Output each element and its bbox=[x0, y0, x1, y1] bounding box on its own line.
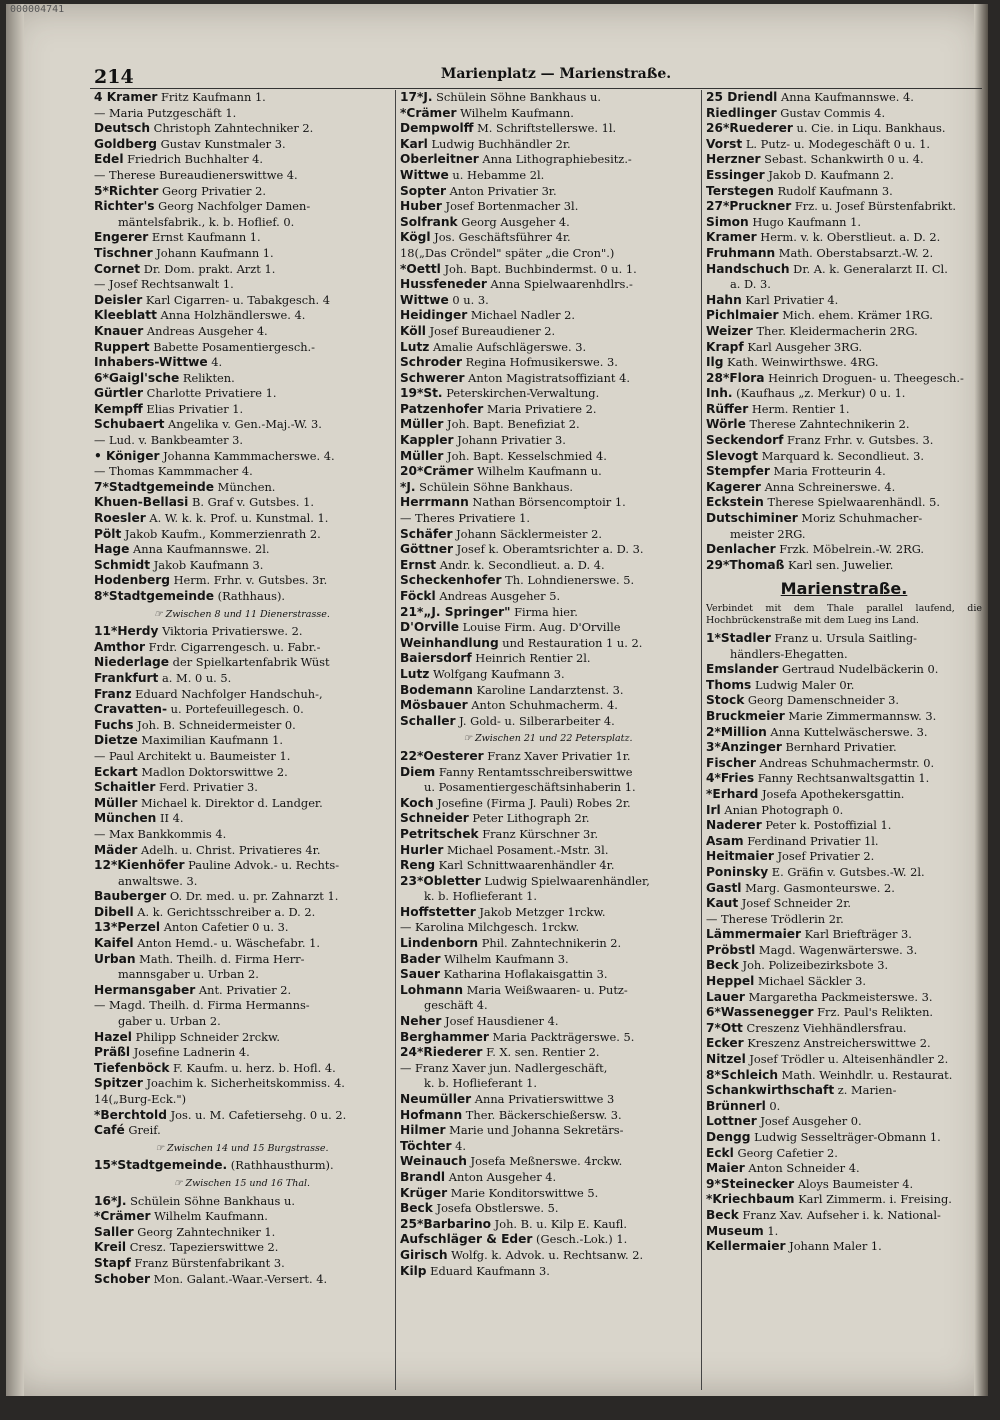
directory-entry: Roesler A. W. k. k. Prof. u. Kunstmal. 1. bbox=[94, 511, 329, 526]
directory-entry: Präßl Josefine Ladnerin 4. bbox=[94, 1045, 250, 1060]
directory-entry: Brünnerl 0. bbox=[706, 1098, 781, 1113]
directory-entry: Nitzel Josef Trödler u. Alteisenhändler 2. bbox=[706, 1052, 949, 1067]
directory-entry: Neumüller Anna Privatierswittwe 3 bbox=[400, 1092, 615, 1106]
page-number: 214 bbox=[94, 66, 134, 88]
directory-entry: — Paul Architekt u. Baumeister 1. bbox=[94, 748, 291, 763]
directory-entry: Schwerer Anton Magistratsoffiziant 4. bbox=[400, 370, 630, 385]
directory-entry: Lindenborn Phil. Zahntechnikerin 2. bbox=[400, 936, 622, 951]
directory-entry: Föckl Andreas Ausgeher 5. bbox=[400, 589, 561, 603]
directory-entry: 27*Pruckner Frz. u. Josef Bürstenfabrikt. bbox=[706, 199, 957, 214]
directory-entry: Café Greif. bbox=[94, 1123, 161, 1138]
directory-entry: *Oettl Joh. Bapt. Buchbindermst. 0 u. 1. bbox=[400, 261, 637, 276]
directory-entry: Hage Anna Kaufmannswe. 2l. bbox=[94, 542, 270, 557]
directory-entry: Weinauch Josefa Meßnerswe. 4rckw. bbox=[400, 1154, 623, 1169]
directory-entry: Wittwe u. Hebamme 2l. bbox=[400, 167, 545, 182]
directory-entry: Cravatten- u. Portefeuillegesch. 0. bbox=[94, 702, 304, 717]
directory-entry: Amthor Frdr. Cigarrengesch. u. Fabr.- bbox=[94, 639, 321, 654]
directory-entry: Saller Georg Zahntechniker 1. bbox=[94, 1224, 276, 1239]
directory-entry: Cornet Dr. Dom. prakt. Arzt 1. bbox=[94, 261, 276, 276]
directory-entry: Berghammer Maria Packträgerswe. 5. bbox=[400, 1029, 635, 1044]
directory-entry: Engerer Ernst Kaufmann 1. bbox=[94, 230, 261, 245]
directory-entry: 11*Herdy Viktoria Privatierswe. 2. bbox=[94, 624, 303, 639]
directory-entry: 25*Barbarino Joh. B. u. Kilp E. Kaufl. bbox=[400, 1216, 627, 1231]
directory-entry: Aufschläger & Eder (Gesch.-Lok.) 1. bbox=[400, 1232, 628, 1247]
directory-entry: Lohmann Maria Weißwaaren- u. Putz- bbox=[400, 982, 628, 997]
directory-entry: 7*Stadtgemeinde München. bbox=[94, 479, 276, 494]
directory-entry: Bodemann Karoline Landarztenst. 3. bbox=[400, 682, 624, 697]
directory-entry: Krüger Marie Konditorswittwe 5. bbox=[400, 1185, 599, 1200]
directory-entry: Poninsky E. Gräfin v. Gutsbes.-W. 2l. bbox=[706, 864, 925, 879]
directory-entry: *Crämer Wilhelm Kaufmann. bbox=[400, 105, 574, 120]
directory-entry: Gürtler Charlotte Privatiere 1. bbox=[94, 386, 277, 401]
directory-entry: Göttner Josef k. Oberamtsrichter a. D. 3. bbox=[400, 542, 644, 557]
directory-entry: Essinger Jakob D. Kaufmann 2. bbox=[706, 167, 894, 182]
directory-entry: Emslander Gertraud Nudelbäckerin 0. bbox=[706, 662, 939, 677]
directory-entry: Fischer Andreas Schuhmachermstr. 0. bbox=[706, 755, 935, 770]
directory-entry: Schaller J. Gold- u. Silberarbeiter 4. bbox=[400, 713, 615, 728]
directory-entry: Patzenhofer Maria Privatiere 2. bbox=[400, 401, 597, 416]
directory-entry: Reng Karl Schnittwaarenhändler 4r. bbox=[400, 858, 615, 873]
directory-entry: Dutschiminer Moriz Schuhmacher- bbox=[706, 511, 923, 526]
column-1 bbox=[94, 90, 390, 1390]
directory-entry: — Karolina Milchgesch. 1rckw. bbox=[400, 920, 580, 935]
directory-entry: 7*Ott Creszenz Viehhändlersfrau. bbox=[706, 1020, 907, 1035]
directory-entry: Lutz Amalie Aufschlägerswe. 3. bbox=[400, 339, 587, 354]
directory-entry: Weinhandlung und Restauration 1 u. 2. bbox=[400, 635, 643, 650]
directory-entry: Museum 1. bbox=[706, 1223, 779, 1238]
directory-entry: Fuchs Joh. B. Schneidermeister 0. bbox=[94, 717, 296, 732]
directory-entry: 21*„J. Springer" Firma hier. bbox=[400, 604, 578, 619]
directory-entry: 5*Richter Georg Privatier 2. bbox=[94, 183, 266, 198]
directory-entry: Wörle Therese Zahntechnikerin 2. bbox=[706, 417, 910, 432]
directory-entry: 13*Perzel Anton Cafetier 0 u. 3. bbox=[94, 920, 289, 935]
directory-entry: mäntelsfabrik., k. b. Hoflief. 0. bbox=[118, 214, 295, 229]
directory-entry: Schäfer Johann Säcklermeister 2. bbox=[400, 526, 602, 541]
directory-entry: — Therese Bureaudienerswittwe 4. bbox=[94, 167, 298, 182]
directory-entry: Dengg Ludwig Sesselträger-Obmann 1. bbox=[706, 1130, 941, 1144]
directory-entry: Beck Josefa Obstlerswe. 5. bbox=[400, 1201, 559, 1216]
directory-entry: *J. Schülein Söhne Bankhaus. bbox=[400, 479, 574, 494]
directory-entry: händlers-Ehegatten. bbox=[730, 646, 848, 661]
directory-entry: Karl Ludwig Buchhändler 2r. bbox=[400, 136, 571, 151]
directory-entry: 18(„Das Cröndel" später „die Cron".) bbox=[400, 245, 615, 260]
directory-entry: *Crämer Wilhelm Kaufmann. bbox=[94, 1209, 268, 1224]
directory-entry: Asam Ferdinand Privatier 1l. bbox=[706, 833, 879, 848]
directory-entry: Stock Georg Damenschneider 3. bbox=[706, 693, 900, 708]
column-divider-2 bbox=[701, 90, 702, 1390]
directory-entry: Hodenberg Herm. Frhr. v. Gutsbes. 3r. bbox=[94, 573, 328, 588]
directory-entry: Hussfeneder Anna Spielwaarenhdlrs.- bbox=[400, 277, 633, 292]
directory-entry: Ruppert Babette Posamentiergesch.- bbox=[94, 339, 316, 354]
directory-entry: Hazel Philipp Schneider 2rckw. bbox=[94, 1029, 281, 1044]
directory-entry: Hoffstetter Jakob Metzger 1rckw. bbox=[400, 904, 606, 919]
column-3-street-entries bbox=[706, 631, 982, 1255]
directory-entry: 2*Million Anna Kuttelwäscherswe. 3. bbox=[706, 724, 928, 739]
directory-entry: Kaifel Anton Hemd.- u. Wäschefabr. 1. bbox=[94, 936, 321, 951]
directory-entry: geschäft 4. bbox=[424, 998, 488, 1013]
directory-entry: Eckart Madlon Doktorswittwe 2. bbox=[94, 764, 288, 779]
directory-entry: 22*Oesterer Franz Xaver Privatier 1r. bbox=[400, 748, 631, 763]
directory-entry: 16*J. Schülein Söhne Bankhaus u. bbox=[94, 1193, 295, 1208]
directory-entry: Slevogt Marquard k. Secondlieut. 3. bbox=[706, 448, 924, 463]
directory-entry: Lauer Margaretha Packmeisterswe. 3. bbox=[706, 989, 933, 1004]
directory-entry: 17*J. Schülein Söhne Bankhaus u. bbox=[400, 90, 601, 104]
directory-entry: Denlacher Frzk. Möbelrein.-W. 2RG. bbox=[706, 542, 925, 557]
directory-entry: Gastl Marg. Gasmonteurswe. 2. bbox=[706, 880, 895, 895]
directory-entry: — Theres Privatiere 1. bbox=[400, 511, 530, 526]
directory-entry: Pröbstl Magd. Wagenwärterswe. 3. bbox=[706, 942, 918, 957]
directory-entry: Kappler Johann Privatier 3. bbox=[400, 433, 566, 448]
directory-entry: Frankfurt a. M. 0 u. 5. bbox=[94, 670, 232, 685]
directory-entry: — Max Bankkommis 4. bbox=[94, 826, 227, 841]
directory-entry: Edel Friedrich Buchhalter 4. bbox=[94, 152, 264, 167]
directory-entry: 24*Riederer F. X. sen. Rentier 2. bbox=[400, 1045, 600, 1060]
directory-entry: 26*Ruederer u. Cie. in Liqu. Bankhaus. bbox=[706, 121, 946, 136]
directory-entry: Spitzer Joachim k. Sicherheitskommiss. 4. bbox=[94, 1076, 345, 1091]
directory-entry: Töchter 4. bbox=[400, 1138, 467, 1153]
directory-entry: Schubaert Angelika v. Gen.-Maj.-W. 3. bbox=[94, 417, 322, 432]
directory-entry: Naderer Peter k. Postoffizial 1. bbox=[706, 818, 892, 833]
directory-entry: Kempff Elias Privatier 1. bbox=[94, 401, 244, 416]
directory-entry: Thoms Ludwig Maler 0r. bbox=[706, 677, 855, 692]
directory-entry: Diem Fanny Rentamtsschreiberswittwe bbox=[400, 764, 633, 779]
directory-entry: Mösbauer Anton Schuhmacherm. 4. bbox=[400, 698, 618, 713]
directory-entry: Schroder Regina Hofmusikerswe. 3. bbox=[400, 355, 618, 370]
directory-entry: Neher Josef Hausdiener 4. bbox=[400, 1014, 559, 1029]
directory-entry: 19*St. Peterskirchen-Verwaltung. bbox=[400, 386, 600, 401]
directory-entry: Fruhmann Math. Oberstabsarzt.-W. 2. bbox=[706, 245, 934, 260]
directory-entry: Müller Joh. Bapt. Kesselschmied 4. bbox=[400, 448, 607, 463]
directory-entry: Heppel Michael Säckler 3. bbox=[706, 974, 866, 989]
directory-entry: Lutz Wolfgang Kaufmann 3. bbox=[400, 666, 565, 681]
directory-entry: 3*Anzinger Bernhard Privatier. bbox=[706, 740, 897, 755]
directory-entry: Herrmann Nathan Börsencomptoir 1. bbox=[400, 495, 626, 510]
directory-entry: — Lud. v. Bankbeamter 3. bbox=[94, 433, 244, 448]
directory-entry: Kagerer Anna Schreinerswe. 4. bbox=[706, 479, 896, 494]
directory-entry: 15*Stadtgemeinde. (Rathhausthurm). bbox=[94, 1158, 334, 1173]
directory-entry: Petritschek Franz Kürschner 3r. bbox=[400, 826, 599, 841]
directory-entry: Pichlmaier Mich. ehem. Krämer 1RG. bbox=[706, 308, 933, 323]
directory-entry: Simon Hugo Kaufmann 1. bbox=[706, 214, 861, 229]
directory-entry: Dibell A. k. Gerichtsschreiber a. D. 2. bbox=[94, 904, 316, 919]
directory-entry: Hilmer Marie und Johanna Sekretärs- bbox=[400, 1123, 624, 1138]
directory-entry: Wittwe 0 u. 3. bbox=[400, 292, 489, 307]
scan-mark: 000004741 bbox=[10, 4, 65, 15]
directory-entry: Kögl Jos. Geschäftsführer 4r. bbox=[400, 230, 571, 245]
directory-entry: Huber Josef Bortenmacher 3l. bbox=[400, 199, 579, 214]
directory-entry: 8*Stadtgemeinde (Rathhaus). bbox=[94, 589, 286, 603]
directory-entry: — Franz Xaver jun. Nadlergeschäft, bbox=[400, 1060, 608, 1075]
directory-entry: Kaut Josef Schneider 2r. bbox=[706, 896, 852, 911]
directory-entry: Franz Eduard Nachfolger Handschuh-, bbox=[94, 686, 323, 701]
directory-entry: Deutsch Christoph Zahntechniker 2. bbox=[94, 121, 314, 136]
directory-entry: Köll Josef Bureaudiener 2. bbox=[400, 323, 556, 338]
directory-entry: — Josef Rechtsanwalt 1. bbox=[94, 277, 234, 292]
column-2 bbox=[400, 90, 696, 1390]
directory-entry: Riedlinger Gustav Commis 4. bbox=[706, 105, 886, 120]
directory-entry: Brandl Anton Ausgeher 4. bbox=[400, 1169, 557, 1184]
directory-entry: Vorst L. Putz- u. Modegeschäft 0 u. 1. bbox=[706, 136, 930, 151]
street-divider-note: ☞ Zwischen 8 und 11 Dienerstrasse. bbox=[154, 608, 330, 620]
header-rule bbox=[90, 88, 982, 89]
directory-entry: k. b. Hoflieferant 1. bbox=[424, 889, 538, 904]
directory-entry: Beck Franz Xav. Aufseher i. k. National- bbox=[706, 1207, 941, 1222]
directory-entry: Seckendorf Franz Frhr. v. Gutsbes. 3. bbox=[706, 433, 934, 448]
directory-entry: *Erhard Josefa Apothekersgattin. bbox=[706, 786, 905, 801]
directory-entry: 28*Flora Heinrich Droguen- u. Theegesch.- bbox=[706, 370, 964, 385]
directory-entry: gaber u. Urban 2. bbox=[118, 1014, 221, 1029]
directory-entry: Solfrank Georg Ausgeher 4. bbox=[400, 214, 570, 229]
street-divider-note: ☞ Zwischen 14 und 15 Burgstrasse. bbox=[155, 1142, 329, 1154]
section-title: Marienstraße. bbox=[780, 579, 908, 599]
column-3 bbox=[706, 90, 982, 1390]
directory-entry: Herzner Sebast. Schankwirth 0 u. 4. bbox=[706, 152, 924, 167]
directory-entry: Hermansgaber Ant. Privatier 2. bbox=[94, 982, 292, 997]
column-divider-1 bbox=[395, 90, 396, 1390]
directory-entry: Beck Joh. Polizeibezirksbote 3. bbox=[706, 958, 889, 973]
directory-entry: Oberleitner Anna Lithographiebesitz.- bbox=[400, 152, 632, 167]
directory-entry: Kramer Herm. v. k. Oberstlieut. a. D. 2. bbox=[706, 230, 941, 245]
directory-entry: Schneider Peter Lithograph 2r. bbox=[400, 811, 590, 826]
directory-entry: Schankwirthschaft z. Marien- bbox=[706, 1083, 897, 1098]
directory-entry: 4*Fries Fanny Rechtsanwaltsgattin 1. bbox=[706, 771, 930, 786]
directory-entry: Girisch Wolfg. k. Advok. u. Rechtsanw. 2. bbox=[400, 1247, 644, 1262]
directory-entry: Heitmaier Josef Privatier 2. bbox=[706, 849, 875, 864]
page-spine-shadow bbox=[6, 4, 24, 1396]
directory-entry: Urban Math. Theilh. d. Firma Herr- bbox=[94, 951, 305, 966]
directory-entry: meister 2RG. bbox=[730, 526, 806, 541]
directory-entry: Bruckmeier Marie Zimmermannsw. 3. bbox=[706, 708, 937, 723]
directory-entry: Heidinger Michael Nadler 2. bbox=[400, 308, 576, 323]
directory-entry: Stapf Franz Bürstenfabrikant 3. bbox=[94, 1255, 285, 1270]
directory-entry: Richter's Georg Nachfolger Damen- bbox=[94, 199, 311, 214]
directory-entry: Tiefenböck F. Kaufm. u. herz. b. Hofl. 4. bbox=[94, 1060, 336, 1075]
directory-entry: Hofmann Ther. Bäckerschießersw. 3. bbox=[400, 1107, 622, 1122]
directory-entry: Rüffer Herm. Rentier 1. bbox=[706, 401, 850, 416]
directory-entry: Kreil Cresz. Tapezierswittwe 2. bbox=[94, 1240, 279, 1255]
directory-entry: Weizer Ther. Kleidermacherin 2RG. bbox=[706, 323, 918, 338]
directory-entry: k. b. Hoflieferant 1. bbox=[424, 1076, 538, 1091]
directory-entry: 29*Thomaß Karl sen. Juwelier. bbox=[706, 557, 894, 572]
directory-entry: Dempwolff M. Schriftstellerswe. 1l. bbox=[400, 121, 617, 136]
directory-entry: Sauer Katharina Hoflakaisgattin 3. bbox=[400, 967, 608, 982]
directory-entry: Lottner Josef Ausgeher 0. bbox=[706, 1114, 862, 1129]
directory-entry: Tischner Johann Kaufmann 1. bbox=[94, 245, 274, 260]
directory-entry: Niederlage der Spielkartenfabrik Wüst bbox=[94, 655, 330, 670]
directory-entry: Schmidt Jakob Kaufmann 3. bbox=[94, 557, 264, 572]
directory-entry: Hurler Michael Posament.-Mstr. 3l. bbox=[400, 842, 609, 857]
directory-entry: Knauer Andreas Ausgeher 4. bbox=[94, 323, 268, 338]
directory-entry: 4 Kramer Fritz Kaufmann 1. bbox=[94, 90, 266, 104]
directory-entry: — Therese Trödlerin 2r. bbox=[706, 911, 844, 926]
directory-entry: Pölt Jakob Kaufm., Kommerzienrath 2. bbox=[94, 526, 321, 541]
directory-entry: — Thomas Kammmacher 4. bbox=[94, 464, 253, 479]
directory-entry: Inhabers-Wittwe 4. bbox=[94, 355, 223, 370]
street-divider-note: ☞ Zwischen 15 und 16 Thal. bbox=[173, 1177, 311, 1189]
directory-entry: Ernst Andr. k. Secondlieut. a. D. 4. bbox=[400, 557, 605, 572]
directory-entry: 23*Obletter Ludwig Spielwaarenhändler, bbox=[400, 873, 650, 888]
directory-entry: 20*Crämer Wilhelm Kaufmann u. bbox=[400, 464, 602, 479]
directory-entry: mannsgaber u. Urban 2. bbox=[118, 967, 259, 982]
directory-entry: Inh. (Kaufhaus „z. Merkur) 0 u. 1. bbox=[706, 386, 906, 401]
directory-entry: *Berchtold Jos. u. M. Cafetiersehg. 0 u. 2. bbox=[94, 1107, 347, 1122]
directory-entry: • Königer Johanna Kammmacherswe. 4. bbox=[94, 448, 335, 463]
directory-entry: Kleeblatt Anna Holzhändlerswe. 4. bbox=[94, 308, 306, 323]
directory-entry: Eckl Georg Cafetier 2. bbox=[706, 1145, 838, 1160]
directory-entry: 1*Stadler Franz u. Ursula Saitling- bbox=[706, 631, 918, 645]
directory-entry: 6*Wassenegger Frz. Paul's Relikten. bbox=[706, 1005, 934, 1020]
directory-entry: Müller Joh. Bapt. Benefiziat 2. bbox=[400, 417, 580, 432]
directory-entry: Maier Anton Schneider 4. bbox=[706, 1161, 860, 1176]
directory-entry: München II 4. bbox=[94, 811, 184, 826]
section-note: Verbindet mit dem Thale parallel laufend, die Hochbrückenstraße mit dem Lueg ins Land. bbox=[706, 603, 982, 626]
directory-entry: Handschuch Dr. A. k. Generalarzt II. Cl. bbox=[706, 261, 948, 276]
directory-entry: D'Orville Louise Firm. Aug. D'Orville bbox=[400, 620, 621, 635]
directory-entry: Sopter Anton Privatier 3r. bbox=[400, 183, 557, 198]
directory-entry: Bader Wilhelm Kaufmann 3. bbox=[400, 951, 569, 966]
column-3-entries bbox=[706, 90, 982, 573]
directory-entry: u. Posamentiergeschäftsinhaberin 1. bbox=[424, 780, 636, 795]
directory-entry: Stempfer Maria Frotteurin 4. bbox=[706, 464, 886, 479]
directory-entry: Deisler Karl Cigarren- u. Tabakgesch. 4 bbox=[94, 292, 330, 307]
directory-entry: Müller Michael k. Direktor d. Landger. bbox=[94, 795, 323, 810]
directory-entry: Schaitler Ferd. Privatier 3. bbox=[94, 780, 258, 795]
directory-entry: Lämmermaier Karl Briefträger 3. bbox=[706, 927, 912, 942]
directory-entry: Schober Mon. Galant.-Waar.-Versert. 4. bbox=[94, 1271, 328, 1286]
directory-entry: Krapf Karl Ausgeher 3RG. bbox=[706, 339, 863, 354]
street-divider-note: ☞ Zwischen 21 und 22 Petersplatz. bbox=[463, 733, 633, 745]
directory-entry: — Magd. Theilh. d. Firma Hermanns- bbox=[94, 998, 310, 1013]
directory-entry: Scheckenhofer Th. Lohndienerswe. 5. bbox=[400, 573, 635, 588]
directory-entry: — Maria Putzgeschäft 1. bbox=[94, 105, 237, 120]
running-head: Marienplatz — Marienstraße. bbox=[440, 66, 672, 82]
directory-entry: anwaltswe. 3. bbox=[118, 873, 198, 888]
directory-entry: Irl Anian Photograph 0. bbox=[706, 802, 844, 817]
directory-entry: Kellermaier Johann Maler 1. bbox=[706, 1239, 882, 1254]
directory-entry: Dietze Maximilian Kaufmann 1. bbox=[94, 733, 283, 748]
directory-entry: Kilp Eduard Kaufmann 3. bbox=[400, 1263, 550, 1278]
directory-entry: Baiersdorf Heinrich Rentier 2l. bbox=[400, 651, 591, 666]
directory-entry: Terstegen Rudolf Kaufmann 3. bbox=[706, 183, 893, 198]
directory-entry: 6*Gaigl'sche Relikten. bbox=[94, 370, 235, 385]
directory-entry: 9*Steinecker Aloys Baumeister 4. bbox=[706, 1176, 914, 1191]
directory-entry: Eckstein Therese Spielwaarenhändl. 5. bbox=[706, 495, 941, 510]
directory-entry: Bauberger O. Dr. med. u. pr. Zahnarzt 1. bbox=[94, 889, 339, 904]
directory-entry: 14(„Burg-Eck.") bbox=[94, 1092, 187, 1106]
directory-entry: a. D. 3. bbox=[730, 277, 771, 292]
directory-entry: Khuen-Bellasi B. Graf v. Gutsbes. 1. bbox=[94, 495, 314, 510]
directory-entry: Ilg Kath. Weinwirthswe. 4RG. bbox=[706, 355, 879, 370]
directory-entry: Ecker Kreszenz Anstreicherswittwe 2. bbox=[706, 1036, 931, 1051]
directory-entry: Koch Josefine (Firma J. Pauli) Robes 2r. bbox=[400, 795, 631, 810]
directory-page bbox=[6, 4, 988, 1396]
directory-entry: 12*Kienhöfer Pauline Advok.- u. Rechts- bbox=[94, 858, 340, 873]
directory-entry: Mäder Adelh. u. Christ. Privatieres 4r. bbox=[94, 842, 321, 857]
directory-entry: 25 Driendl Anna Kaufmannswe. 4. bbox=[706, 90, 914, 104]
directory-entry: *Kriechbaum Karl Zimmerm. i. Freising. bbox=[706, 1192, 952, 1207]
directory-entry: Goldberg Gustav Kunstmaler 3. bbox=[94, 136, 286, 151]
directory-entry: 8*Schleich Math. Weinhdlr. u. Restaurat. bbox=[706, 1067, 953, 1082]
directory-entry: Hahn Karl Privatier 4. bbox=[706, 292, 839, 307]
